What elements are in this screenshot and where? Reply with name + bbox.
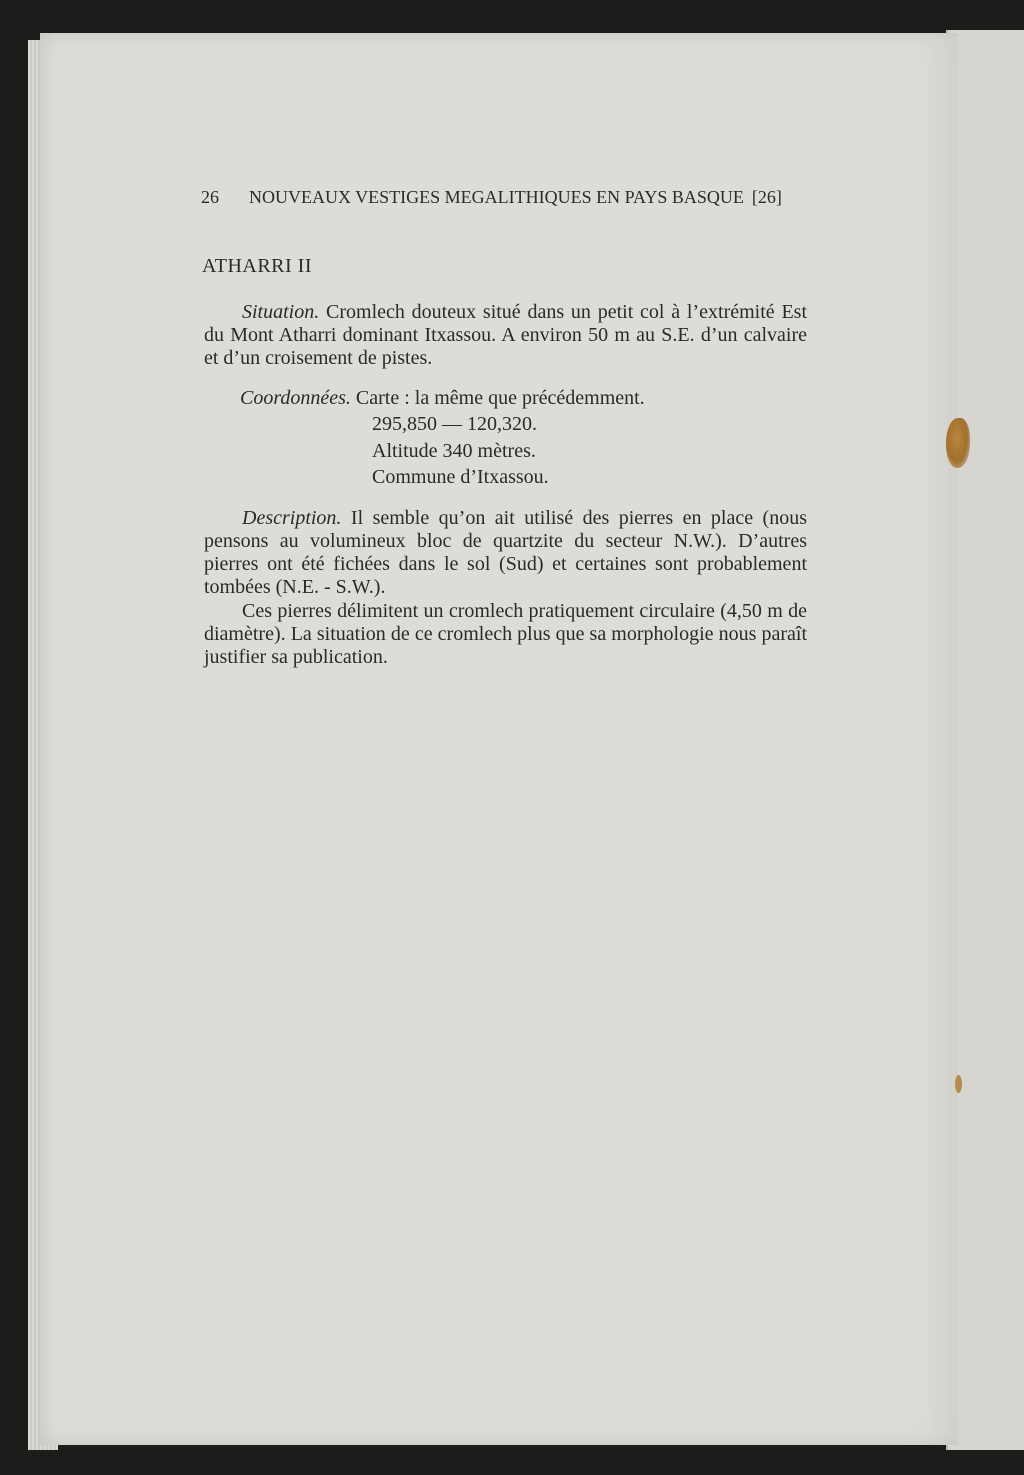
conclusion-paragraph [204,600,807,669]
running-title: NOUVEAUX VESTIGES MEGALITHIQUES EN PAYS BASQUE [249,187,744,207]
coordonnees-altitude: Altitude 340 mètres. [372,440,536,462]
description-text: Il semble qu’on ait utilisé des pierres en place (nous pensons au volumineux bloc de quartzite du secteur N.W.). D’autres pierres ont été fichées dans le sol (Sud) et certaines sont probablement tombées (N.E. - S.W.). [204,507,807,598]
coordonnees-line-1 [240,387,645,410]
page-number: 26 [201,187,219,207]
bracket-page-ref: [26] [751,187,782,207]
coordonnees-values: 295,850 — 120,320. [372,413,537,435]
situation-paragraph [204,301,807,370]
situation-label: Situation. [242,301,320,323]
situation-text: Cromlech douteux situé dans un petit col à l’extrémité Est du Mont Atharri dominant Itxassou. A environ 50 m au S.E. d’un calvaire et d’un croisement de pistes. [204,301,808,369]
coordonnees-label: Coordonnées. [240,387,351,409]
coordonnees-map: Carte : la même que précédemment. [355,387,645,409]
book-page [40,33,958,1445]
paper-stain [946,418,970,468]
description-paragraph [204,507,807,599]
conclusion-text: Ces pierres délimitent un cromlech pratiquement circulaire (4,50 m de diamètre). La situation de ce cromlech plus que sa morphologie nous paraît justifier sa publication. [204,600,807,668]
description-label: Description. [242,507,342,529]
running-header [201,186,811,209]
coordonnees-commune: Commune d’Itxassou. [372,466,549,488]
paper-stain-small [955,1075,962,1093]
section-title: ATHARRI II [202,255,312,277]
